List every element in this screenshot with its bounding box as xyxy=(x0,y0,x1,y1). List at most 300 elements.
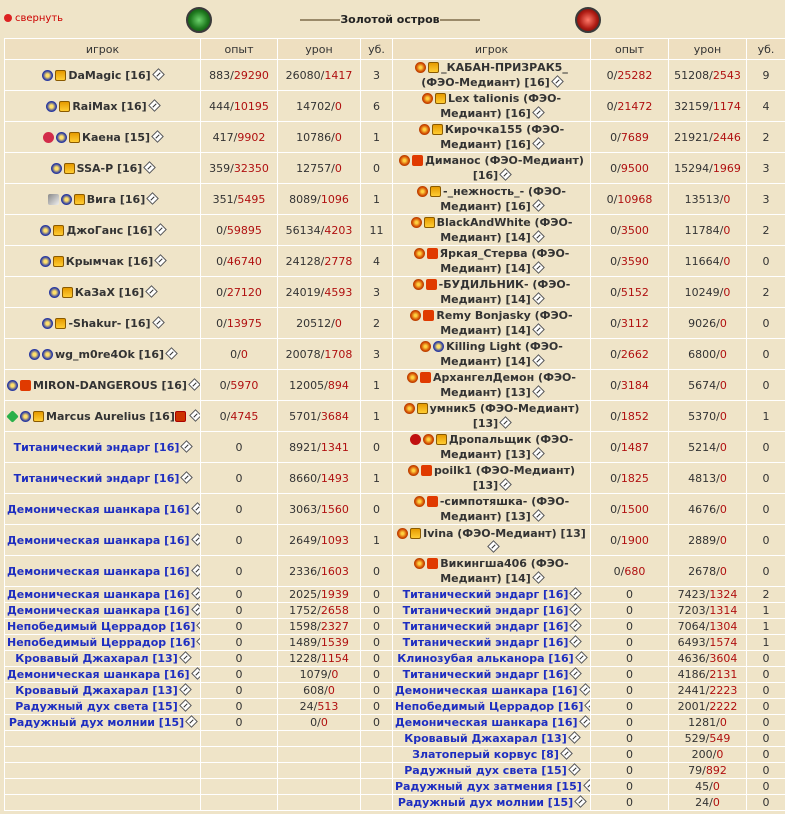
player-name-link[interactable]: Каена [15] xyxy=(81,130,151,144)
damage-dealt: 8921 xyxy=(289,440,318,454)
player-name-link[interactable]: Титанический эндарг [16] xyxy=(402,668,569,681)
player-info-icon[interactable] xyxy=(151,130,164,143)
kills-value: 4 xyxy=(762,99,770,113)
kills-cell xyxy=(747,215,785,246)
damage-taken: 2327 xyxy=(320,620,349,633)
player-name-link[interactable]: Демоническая шанкара [16] xyxy=(7,588,190,601)
damage-taken: 894 xyxy=(327,378,349,392)
player-info-icon[interactable] xyxy=(570,587,583,600)
player-name-link[interactable]: -Shakur- [16] xyxy=(68,316,151,330)
exp-total: 25282 xyxy=(617,68,653,82)
player-info-icon[interactable] xyxy=(189,409,200,422)
kills-value: 0 xyxy=(762,716,770,729)
player-name-link[interactable]: Викингша406 (ФЭО-Медиант) [14] xyxy=(440,557,569,585)
player-info-icon[interactable] xyxy=(532,354,545,367)
damage-taken: 892 xyxy=(705,764,727,777)
kills-value: 0 xyxy=(762,700,770,713)
player-cell xyxy=(5,525,201,556)
col-exp-left: опыт xyxy=(201,39,278,60)
damage-cell: 3063/1560 xyxy=(278,494,361,525)
player-cell xyxy=(393,153,591,184)
player-info-icon[interactable] xyxy=(179,651,192,664)
player-info-icon[interactable] xyxy=(179,699,192,712)
damage-taken: 1324 xyxy=(709,588,738,601)
player-info-icon[interactable] xyxy=(499,168,512,181)
damage-dealt: 4813 xyxy=(688,471,717,485)
exp-cell xyxy=(591,763,669,779)
rank-crown-icon xyxy=(69,132,80,143)
player-info-icon[interactable] xyxy=(179,683,192,696)
player-name-link[interactable]: -_нежность_- (ФЭО-Медиант) [16] xyxy=(440,185,566,213)
player-info-icon[interactable] xyxy=(197,619,201,632)
player-name-link[interactable]: Радужный дух затмения [15] xyxy=(395,780,582,793)
rank-crown-icon xyxy=(53,225,64,236)
player-info-icon[interactable] xyxy=(532,571,545,584)
damage-cell: 32159/1174 xyxy=(669,91,747,122)
player-name-link[interactable]: wg_m0re4Ok [16] xyxy=(54,347,165,361)
player-name-link[interactable]: Радужный дух молнии [15] xyxy=(397,796,574,809)
player-name-link[interactable]: Демоническая шанкара [16] xyxy=(395,716,578,729)
player-info-icon[interactable] xyxy=(191,667,201,680)
player-cell xyxy=(393,277,591,308)
kills-cell xyxy=(747,525,785,556)
player-name-link[interactable]: Диманос (ФЭО-Медиант) [16] xyxy=(425,154,584,182)
player-cell xyxy=(393,60,591,91)
exp-cell xyxy=(201,731,278,747)
kills-cell xyxy=(361,651,393,667)
damage-cell: 8921/1341 xyxy=(278,432,361,463)
player-name-link[interactable]: RaiMax [16] xyxy=(72,99,147,113)
player-name-link[interactable]: Демоническая шанкара [16] xyxy=(7,604,190,617)
player-info-icon[interactable] xyxy=(574,795,587,808)
exp-cell: 0/3590 xyxy=(591,246,669,277)
player-info-icon[interactable] xyxy=(575,651,588,664)
damage-dealt: 7203 xyxy=(677,604,706,617)
rank-crown-icon xyxy=(436,434,447,445)
player-name-link[interactable]: Демоническая шанкара [16] xyxy=(395,684,578,697)
damage-cell xyxy=(278,747,361,763)
player-info-icon[interactable] xyxy=(570,603,583,616)
exp-cell: 0/1900 xyxy=(591,525,669,556)
exp-cell: 0/3112 xyxy=(591,308,669,339)
exp-gained: 0 xyxy=(216,285,224,299)
player-cell xyxy=(393,699,591,715)
player-info-icon[interactable] xyxy=(532,230,545,243)
damage-taken: 0 xyxy=(719,409,727,423)
kills-cell xyxy=(361,795,393,811)
exp-total: 13975 xyxy=(226,316,262,330)
player-info-icon[interactable] xyxy=(185,715,198,728)
kills-value: 0 xyxy=(762,347,770,361)
kills-value: 0 xyxy=(762,533,770,547)
exp-cell xyxy=(591,667,669,683)
kills-value: 1 xyxy=(373,471,380,485)
kills-cell xyxy=(361,277,393,308)
kills-value: 0 xyxy=(762,316,770,330)
kills-value: 3 xyxy=(762,192,770,206)
player-name-link[interactable]: Яркая_Стерва (ФЭО-Медиант) [14] xyxy=(439,247,570,275)
player-name-link[interactable]: Ivina (ФЭО-Медиант) [13] xyxy=(423,527,586,540)
rank-fire-icon xyxy=(412,155,423,166)
exp-value: 0 xyxy=(626,732,633,745)
damage-dealt: 24 xyxy=(299,700,314,713)
player-name-link[interactable]: Remy Bonjasky (ФЭО-Медиант) [14] xyxy=(436,309,573,337)
damage-taken: 0 xyxy=(719,471,727,485)
player-cell xyxy=(5,432,201,463)
kills-cell xyxy=(747,747,785,763)
damage-dealt: 5214 xyxy=(688,440,717,454)
damage-cell: 11664/0 xyxy=(669,246,747,277)
player-info-icon[interactable] xyxy=(532,199,545,212)
exp-cell: 0/5970 xyxy=(201,370,278,401)
damage-dealt: 10786 xyxy=(296,130,332,144)
player-name-link[interactable]: АрхангелДемон (ФЭО-Медиант) [13] xyxy=(433,371,576,399)
player-name-link[interactable]: Демоническая шанкара [16] xyxy=(7,533,190,547)
damage-cell: 608/0 xyxy=(278,683,361,699)
kills-cell xyxy=(747,651,785,667)
player-name-link[interactable]: ДжоГанс [16] xyxy=(66,223,153,237)
exp-gained: 0 xyxy=(610,502,618,516)
kills-cell xyxy=(747,339,785,370)
exp-cell xyxy=(201,494,278,525)
player-name-link[interactable]: Дропальщик (ФЭО-Медиант) [13] xyxy=(440,433,574,461)
collapse-link[interactable] xyxy=(4,13,63,24)
exp-cell xyxy=(201,699,278,715)
exp-gained: 0 xyxy=(606,192,614,206)
player-info-icon[interactable] xyxy=(568,731,581,744)
player-name-link[interactable]: Златоперый корвус [8] xyxy=(412,748,559,761)
damage-cell: 2001/2222 xyxy=(669,699,747,715)
damage-dealt: 3063 xyxy=(289,502,318,516)
exp-value: 0 xyxy=(235,533,243,547)
exp-cell: 0/3184 xyxy=(591,370,669,401)
damage-cell: 7203/1314 xyxy=(669,603,747,619)
damage-cell: 2649/1093 xyxy=(278,525,361,556)
damage-cell xyxy=(278,763,361,779)
player-cell xyxy=(393,556,591,587)
damage-dealt: 24128 xyxy=(285,254,321,268)
table-row xyxy=(5,308,785,339)
kills-cell xyxy=(361,731,393,747)
damage-dealt: 10249 xyxy=(684,285,720,299)
rank-crown-icon xyxy=(55,318,66,329)
player-name-link[interactable]: Титанический эндарг [16] xyxy=(402,636,569,649)
clan-swirl-icon xyxy=(422,93,433,104)
kills-cell xyxy=(361,60,393,91)
player-info-icon[interactable] xyxy=(165,347,178,360)
kills-value: 0 xyxy=(762,652,770,665)
kills-value: 3 xyxy=(373,347,380,361)
player-name-link[interactable]: Marcus Aurelius [16] xyxy=(46,409,175,423)
damage-cell xyxy=(278,731,361,747)
player-info-icon[interactable] xyxy=(181,440,194,453)
damage-cell: 9026/0 xyxy=(669,308,747,339)
exp-total: 3590 xyxy=(620,254,649,268)
kills-cell xyxy=(361,401,393,432)
kills-cell xyxy=(361,683,393,699)
player-name-link[interactable]: _КАБАН-ПРИЗРАК5_ (ФЭО-Медиант) [16] xyxy=(421,61,568,89)
damage-cell: 45/0 xyxy=(669,779,747,795)
exp-cell xyxy=(591,715,669,731)
team-left-emblem-icon xyxy=(186,7,212,33)
cross-badge-icon xyxy=(175,411,186,422)
player-cell xyxy=(5,339,201,370)
table-row xyxy=(5,683,785,699)
damage-cell: 14702/0 xyxy=(278,91,361,122)
battle-header xyxy=(0,0,785,36)
player-cell xyxy=(393,731,591,747)
player-name-link[interactable]: Кровавый Джахарал [13] xyxy=(15,652,178,665)
player-name-link[interactable]: Крымчак [16] xyxy=(65,254,154,268)
player-name-link[interactable]: MIRON-DANGEROUS [16] xyxy=(33,378,187,392)
kills-cell xyxy=(747,91,785,122)
exp-total: 0 xyxy=(240,347,248,361)
player-info-icon[interactable] xyxy=(152,68,165,81)
player-info-icon[interactable] xyxy=(579,683,591,696)
heart-icon xyxy=(43,132,54,143)
damage-cell: 51208/2543 xyxy=(669,60,747,91)
exp-gained: 0 xyxy=(610,440,618,454)
table-row xyxy=(5,91,785,122)
player-info-icon[interactable] xyxy=(532,323,545,336)
player-name-link[interactable]: Демоническая шанкара [16] xyxy=(7,502,190,516)
clan-swirl-icon xyxy=(408,465,419,476)
player-name-link[interactable]: Непобедимый Церрадор [16] xyxy=(395,700,584,713)
player-cell xyxy=(393,667,591,683)
exp-value: 0 xyxy=(626,620,633,633)
player-name-link[interactable]: Радужный дух света [15] xyxy=(404,764,567,777)
player-cell xyxy=(5,556,201,587)
player-info-icon[interactable] xyxy=(583,779,591,792)
player-name-link[interactable]: -симпотяшка- (ФЭО-Медиант) [13] xyxy=(439,495,570,523)
player-cell xyxy=(393,432,591,463)
kills-value: 0 xyxy=(762,471,770,485)
player-info-icon[interactable] xyxy=(499,478,512,491)
kills-cell xyxy=(361,699,393,715)
player-name-link[interactable]: DaMagic [16] xyxy=(68,68,151,82)
player-name-link[interactable]: Титанический эндарг [16] xyxy=(402,604,569,617)
player-info-icon[interactable] xyxy=(191,564,201,577)
clan-swirl-icon xyxy=(397,528,408,539)
damage-cell: 5674/0 xyxy=(669,370,747,401)
kills-cell xyxy=(361,587,393,603)
damage-taken: 0 xyxy=(334,161,342,175)
player-info-icon[interactable] xyxy=(532,137,545,150)
exp-gained: 351 xyxy=(212,192,234,206)
exp-gained: 0 xyxy=(613,564,621,578)
player-cell xyxy=(393,339,591,370)
damage-dealt: 6493 xyxy=(677,636,706,649)
table-row xyxy=(5,215,785,246)
player-name-link[interactable]: Непобедимый Церрадор [16] xyxy=(7,620,196,633)
player-info-icon[interactable] xyxy=(532,447,545,460)
table-row xyxy=(5,779,785,795)
player-info-icon[interactable] xyxy=(585,699,591,712)
damage-dealt: 24019 xyxy=(285,285,321,299)
rank-crown-icon xyxy=(74,194,85,205)
player-name-link[interactable]: Клинозубая альканора [16] xyxy=(397,652,574,665)
exp-gained: 0 xyxy=(610,161,618,175)
player-name-link[interactable]: Вига [16] xyxy=(86,192,146,206)
player-name-link[interactable]: КаЗаХ [16] xyxy=(74,285,145,299)
exp-cell xyxy=(201,587,278,603)
player-cell xyxy=(393,603,591,619)
player-name-link[interactable]: умник5 (ФЭО-Медиант) [13] xyxy=(429,402,580,430)
player-info-icon[interactable] xyxy=(148,99,161,112)
player-cell xyxy=(5,370,201,401)
player-info-icon[interactable] xyxy=(570,635,583,648)
damage-dealt: 5674 xyxy=(688,378,717,392)
player-info-icon[interactable] xyxy=(532,292,545,305)
kills-value: 1 xyxy=(373,409,380,423)
exp-cell xyxy=(591,731,669,747)
player-name-link[interactable]: Титанический эндарг [16] xyxy=(402,588,569,601)
player-name-link[interactable]: Титанический эндарг [16] xyxy=(402,620,569,633)
col-kills-right: уб. xyxy=(747,39,785,60)
damage-dealt: 45 xyxy=(695,780,710,793)
exp-cell xyxy=(201,603,278,619)
table-row xyxy=(5,246,785,277)
kills-value: 1 xyxy=(762,409,770,423)
player-info-icon[interactable] xyxy=(532,106,545,119)
exp-value: 0 xyxy=(626,764,633,777)
damage-cell: 1079/0 xyxy=(278,667,361,683)
player-name-link[interactable]: Радужный дух света [15] xyxy=(15,700,178,713)
exp-cell: 0/4745 xyxy=(201,401,278,432)
player-info-icon[interactable] xyxy=(532,261,545,274)
damage-cell: 2336/1603 xyxy=(278,556,361,587)
exp-total: 1500 xyxy=(620,502,649,516)
kills-value: 3 xyxy=(373,285,380,299)
rank-fire-icon xyxy=(427,248,438,259)
exp-gained: 0 xyxy=(216,254,224,268)
player-info-icon[interactable] xyxy=(551,75,564,88)
clan-orb-icon xyxy=(51,163,62,174)
exp-gained: 0 xyxy=(606,99,614,113)
damage-cell: 79/892 xyxy=(669,763,747,779)
table-row xyxy=(5,556,785,587)
kills-cell xyxy=(361,619,393,635)
damage-cell: 8660/1493 xyxy=(278,463,361,494)
player-cell xyxy=(5,463,201,494)
player-cell xyxy=(5,587,201,603)
player-name-link[interactable]: Непобедимый Церрадор [16] xyxy=(7,636,196,649)
player-name-link[interactable]: poilk1 (ФЭО-Медиант) [13] xyxy=(433,464,576,492)
exp-cell: 0/9500 xyxy=(591,153,669,184)
player-info-icon[interactable] xyxy=(532,385,545,398)
clan-orb-icon xyxy=(433,341,444,352)
damage-cell: 529/549 xyxy=(669,731,747,747)
player-cell xyxy=(393,525,591,556)
player-info-icon[interactable] xyxy=(532,509,545,522)
damage-taken: 0 xyxy=(723,223,731,237)
kills-cell xyxy=(747,635,785,651)
player-info-icon[interactable] xyxy=(197,635,201,648)
exp-cell: 0/3500 xyxy=(591,215,669,246)
team-right-emblem-icon xyxy=(575,7,601,33)
player-info-icon[interactable] xyxy=(191,533,201,546)
player-cell xyxy=(5,795,201,811)
kills-cell xyxy=(361,463,393,494)
rank-crown-icon xyxy=(432,124,443,135)
exp-cell xyxy=(201,779,278,795)
player-info-icon[interactable] xyxy=(145,285,158,298)
exp-cell: 0/1500 xyxy=(591,494,669,525)
exp-cell xyxy=(201,432,278,463)
player-name-link[interactable]: Killing Light (ФЭО-Медиант) [14] xyxy=(440,340,563,368)
player-name-link[interactable]: BlackAndWhite (ФЭО-Медиант) [14] xyxy=(436,216,573,244)
player-name-link[interactable]: Кирочка155 (ФЭО-Медиант) [16] xyxy=(440,123,565,151)
exp-cell xyxy=(201,795,278,811)
player-cell xyxy=(5,603,201,619)
clan-swirl-icon xyxy=(411,217,422,228)
player-name-link[interactable]: Радужный дух молнии [15] xyxy=(8,716,185,729)
table-row xyxy=(5,494,785,525)
player-name-link[interactable]: Демоническая шанкара [16] xyxy=(7,668,190,681)
player-info-icon[interactable] xyxy=(499,416,512,429)
damage-taken: 4203 xyxy=(324,223,353,237)
exp-cell: 0/59895 xyxy=(201,215,278,246)
exp-cell: 883/29290 xyxy=(201,60,278,91)
player-info-icon[interactable] xyxy=(191,502,201,515)
player-info-icon[interactable] xyxy=(152,316,165,329)
player-info-icon[interactable] xyxy=(154,223,167,236)
player-info-icon[interactable] xyxy=(568,763,581,776)
player-name-link[interactable]: SSA-P [16] xyxy=(76,161,143,175)
player-info-icon[interactable] xyxy=(191,603,201,616)
player-info-icon[interactable] xyxy=(570,619,583,632)
player-name-link[interactable]: Кровавый Джахарал [13] xyxy=(15,684,178,697)
player-info-icon[interactable] xyxy=(560,747,573,760)
exp-cell: 0/46740 xyxy=(201,246,278,277)
damage-dealt: 4186 xyxy=(677,668,706,681)
player-info-icon[interactable] xyxy=(181,471,194,484)
damage-dealt: 26080 xyxy=(285,68,321,82)
player-info-icon[interactable] xyxy=(188,378,200,391)
exp-gained: 0 xyxy=(230,347,238,361)
player-info-icon[interactable] xyxy=(191,587,201,600)
player-info-icon[interactable] xyxy=(143,161,156,174)
player-name-link[interactable]: Титанический эндарг [16] xyxy=(13,471,180,485)
col-kills-left: уб. xyxy=(361,39,393,60)
damage-cell: 10249/0 xyxy=(669,277,747,308)
player-info-icon[interactable] xyxy=(154,254,167,267)
kills-cell xyxy=(361,525,393,556)
player-cell xyxy=(5,153,201,184)
exp-cell xyxy=(591,603,669,619)
player-info-icon[interactable] xyxy=(579,715,591,728)
player-cell xyxy=(393,795,591,811)
exp-cell xyxy=(591,651,669,667)
exp-gained: 0 xyxy=(219,409,227,423)
exp-cell: 0/21472 xyxy=(591,91,669,122)
player-info-icon[interactable] xyxy=(570,667,583,680)
player-name-link[interactable]: Lex talionis (ФЭО-Медиант) [16] xyxy=(440,92,562,120)
player-info-icon[interactable] xyxy=(487,540,500,553)
player-name-link[interactable]: Демоническая шанкара [16] xyxy=(7,564,190,578)
player-name-link[interactable]: Титанический эндарг [16] xyxy=(13,440,180,454)
damage-dealt: 5701 xyxy=(289,409,318,423)
player-name-link[interactable]: -БУДИЛЬНИК- (ФЭО-Медиант) [14] xyxy=(438,278,571,306)
kills-cell xyxy=(747,667,785,683)
player-name-link[interactable]: Кровавый Джахарал [13] xyxy=(404,732,567,745)
exp-cell xyxy=(201,667,278,683)
player-info-icon[interactable] xyxy=(146,192,159,205)
damage-dealt: 79 xyxy=(688,764,703,777)
table-row xyxy=(5,587,785,603)
exp-cell xyxy=(591,587,669,603)
kills-value: 1 xyxy=(762,604,770,617)
